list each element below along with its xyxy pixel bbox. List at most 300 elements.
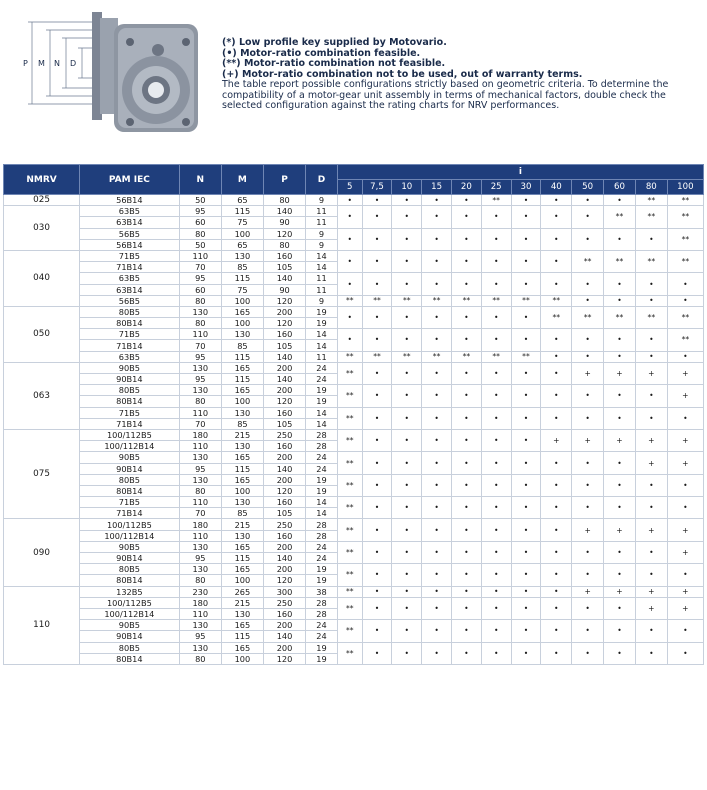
n-cell: 110 xyxy=(179,407,221,418)
table-row xyxy=(4,642,704,653)
ratio-symbol-cell: • xyxy=(541,228,572,250)
ratio-header: 10 xyxy=(392,180,422,195)
dim-label-p: P xyxy=(23,59,28,68)
pam-iec-cell: 80B5 xyxy=(80,642,180,653)
p-cell: 105 xyxy=(263,262,305,273)
n-cell: 95 xyxy=(179,273,221,284)
pam-iec-cell: 90B14 xyxy=(80,553,180,564)
d-cell: 28 xyxy=(306,429,338,440)
ratio-symbol-cell: • xyxy=(481,474,511,496)
ratio-symbol-cell: • xyxy=(572,620,604,642)
pam-iec-cell: 90B14 xyxy=(80,463,180,474)
ratio-symbol-cell: • xyxy=(451,362,481,384)
ratio-symbol-cell: • xyxy=(481,206,511,228)
pam-iec-cell: 71B14 xyxy=(80,340,180,351)
pam-iec-cell: 80B14 xyxy=(80,396,180,407)
ratio-symbol-cell: • xyxy=(451,385,481,407)
table-row xyxy=(4,362,704,373)
pam-iec-cell: 90B14 xyxy=(80,374,180,385)
ratio-symbol-cell: • xyxy=(362,195,392,206)
table-row xyxy=(4,452,704,463)
m-cell: 165 xyxy=(221,564,263,575)
table-row xyxy=(4,206,704,217)
m-cell: 115 xyxy=(221,374,263,385)
ratio-symbol-cell: + xyxy=(667,429,703,451)
d-cell: 11 xyxy=(306,217,338,228)
table-row xyxy=(4,429,704,440)
ratio-symbol-cell: • xyxy=(422,250,452,272)
ratio-symbol-cell: ** xyxy=(667,329,703,351)
d-cell: 24 xyxy=(306,620,338,631)
ratio-symbol-cell: ** xyxy=(635,250,667,272)
ratio-symbol-cell: • xyxy=(362,564,392,586)
ratio-symbol-cell: + xyxy=(667,519,703,541)
p-cell: 200 xyxy=(263,362,305,373)
ratio-symbol-cell: ** xyxy=(337,295,362,306)
ratio-symbol-cell: • xyxy=(572,474,604,496)
n-cell: 70 xyxy=(179,340,221,351)
p-cell: 200 xyxy=(263,564,305,575)
d-cell: 14 xyxy=(306,262,338,273)
ratio-symbol-cell: • xyxy=(422,195,452,206)
ratio-symbol-cell: • xyxy=(541,497,572,519)
ratio-symbol-cell: + xyxy=(635,586,667,597)
ratio-symbol-cell: • xyxy=(392,362,422,384)
ratio-symbol-cell: ** xyxy=(392,351,422,362)
ratio-symbol-cell: • xyxy=(362,541,392,563)
n-cell: 110 xyxy=(179,441,221,452)
m-cell: 165 xyxy=(221,541,263,552)
ratio-symbol-cell: ** xyxy=(541,295,572,306)
ratio-symbol-cell: • xyxy=(422,206,452,228)
ratio-symbol-cell: • xyxy=(362,273,392,295)
p-cell: 200 xyxy=(263,474,305,485)
ratio-symbol-cell: • xyxy=(337,273,362,295)
ratio-symbol-cell: ** xyxy=(667,306,703,328)
nmrv-size: 075 xyxy=(4,429,80,519)
ratio-symbol-cell: • xyxy=(392,620,422,642)
ratio-symbol-cell: ** xyxy=(481,351,511,362)
table-body xyxy=(4,195,704,665)
ratio-symbol-cell: • xyxy=(362,597,392,619)
ratio-symbol-cell: + xyxy=(635,362,667,384)
d-cell: 24 xyxy=(306,631,338,642)
n-cell: 95 xyxy=(179,351,221,362)
m-cell: 165 xyxy=(221,385,263,396)
ratio-symbol-cell: • xyxy=(481,306,511,328)
p-cell: 105 xyxy=(263,340,305,351)
ratio-header: 50 xyxy=(572,180,604,195)
dim-label-d: D xyxy=(70,59,77,68)
ratio-symbol-cell: • xyxy=(362,642,392,664)
n-cell: 110 xyxy=(179,530,221,541)
ratio-symbol-cell: • xyxy=(635,228,667,250)
m-cell: 215 xyxy=(221,597,263,608)
m-cell: 130 xyxy=(221,407,263,418)
p-cell: 250 xyxy=(263,429,305,440)
ratio-symbol-cell: • xyxy=(541,564,572,586)
d-cell: 28 xyxy=(306,519,338,530)
n-cell: 180 xyxy=(179,429,221,440)
ratio-symbol-cell: • xyxy=(451,474,481,496)
ratio-symbol-cell: • xyxy=(635,642,667,664)
ratio-symbol-cell: ** xyxy=(337,497,362,519)
legend-text: Low profile key supplied by Motovario. xyxy=(238,37,447,48)
legend-text: Motor-ratio combination not to be used, out of warranty terms. xyxy=(241,68,583,80)
p-cell: 80 xyxy=(263,195,305,206)
ratio-symbol-cell: • xyxy=(635,295,667,306)
table-row xyxy=(4,385,704,396)
ratio-symbol-cell: ** xyxy=(604,206,636,228)
ratio-symbol-cell: • xyxy=(572,564,604,586)
ratio-symbol-cell: + xyxy=(667,362,703,384)
ratio-symbol-cell: + xyxy=(604,586,636,597)
d-cell: 11 xyxy=(306,206,338,217)
n-cell: 130 xyxy=(179,474,221,485)
m-cell: 130 xyxy=(221,497,263,508)
m-cell: 130 xyxy=(221,608,263,619)
m-cell: 115 xyxy=(221,351,263,362)
ratio-symbol-cell: • xyxy=(337,206,362,228)
ratio-symbol-cell: ** xyxy=(337,407,362,429)
d-cell: 9 xyxy=(306,228,338,239)
d-cell: 24 xyxy=(306,553,338,564)
ratio-symbol-cell: • xyxy=(422,329,452,351)
p-cell: 90 xyxy=(263,217,305,228)
pam-iec-cell: 71B14 xyxy=(80,418,180,429)
ratio-symbol-cell: • xyxy=(362,250,392,272)
p-cell: 250 xyxy=(263,597,305,608)
ratio-symbol-cell: • xyxy=(635,474,667,496)
p-cell: 250 xyxy=(263,519,305,530)
d-cell: 14 xyxy=(306,250,338,261)
p-cell: 160 xyxy=(263,329,305,340)
ratio-symbol-cell: • xyxy=(541,206,572,228)
m-cell: 85 xyxy=(221,508,263,519)
pam-iec-cell: 56B5 xyxy=(80,228,180,239)
d-cell: 24 xyxy=(306,374,338,385)
ratio-symbol-cell: • xyxy=(392,228,422,250)
ratio-symbol-cell: • xyxy=(667,642,703,664)
ratio-symbol-cell: • xyxy=(572,195,604,206)
ratio-symbol-cell: • xyxy=(362,385,392,407)
n-cell: 60 xyxy=(179,284,221,295)
ratio-symbol-cell: • xyxy=(635,351,667,362)
ratio-symbol-cell: • xyxy=(572,295,604,306)
n-cell: 80 xyxy=(179,228,221,239)
pam-iec-cell: 56B14 xyxy=(80,239,180,250)
ratio-symbol-cell: • xyxy=(422,564,452,586)
header-nmrv: NMRV xyxy=(4,165,80,195)
d-cell: 19 xyxy=(306,474,338,485)
ratio-symbol-cell: • xyxy=(481,541,511,563)
ratio-symbol-cell: • xyxy=(451,541,481,563)
ratio-symbol-cell: • xyxy=(392,206,422,228)
header-p: P xyxy=(263,165,305,195)
m-cell: 100 xyxy=(221,653,263,664)
ratio-symbol-cell: • xyxy=(635,541,667,563)
ratio-symbol-cell: • xyxy=(392,250,422,272)
d-cell: 19 xyxy=(306,564,338,575)
ratio-symbol-cell: • xyxy=(511,273,541,295)
ratio-symbol-cell: • xyxy=(362,474,392,496)
pam-iec-cell: 80B5 xyxy=(80,306,180,317)
m-cell: 165 xyxy=(221,306,263,317)
ratio-symbol-cell: • xyxy=(511,385,541,407)
p-cell: 140 xyxy=(263,631,305,642)
d-cell: 11 xyxy=(306,273,338,284)
ratio-symbol-cell: ** xyxy=(572,250,604,272)
ratio-symbol-cell: • xyxy=(422,620,452,642)
ratio-symbol-cell: • xyxy=(392,329,422,351)
n-cell: 80 xyxy=(179,295,221,306)
p-cell: 200 xyxy=(263,620,305,631)
p-cell: 300 xyxy=(263,586,305,597)
ratio-symbol-cell: • xyxy=(362,407,392,429)
n-cell: 130 xyxy=(179,452,221,463)
ratio-symbol-cell: + xyxy=(635,519,667,541)
d-cell: 19 xyxy=(306,318,338,329)
ratio-symbol-cell: • xyxy=(481,385,511,407)
ratio-symbol-cell: ** xyxy=(422,295,452,306)
pam-iec-cell: 63B14 xyxy=(80,284,180,295)
n-cell: 95 xyxy=(179,374,221,385)
ratio-symbol-cell: • xyxy=(392,429,422,451)
ratio-symbol-cell: + xyxy=(572,586,604,597)
ratio-symbol-cell: • xyxy=(511,452,541,474)
ratio-symbol-cell: • xyxy=(635,273,667,295)
pam-iec-cell: 100/112B5 xyxy=(80,519,180,530)
ratio-symbol-cell: • xyxy=(511,206,541,228)
n-cell: 70 xyxy=(179,262,221,273)
ratio-symbol-cell: • xyxy=(362,586,392,597)
p-cell: 80 xyxy=(263,239,305,250)
table-row xyxy=(4,228,704,239)
ratio-header: 25 xyxy=(481,180,511,195)
n-cell: 130 xyxy=(179,620,221,631)
ratio-symbol-cell: ** xyxy=(337,586,362,597)
ratio-symbol-cell: • xyxy=(541,474,572,496)
d-cell: 14 xyxy=(306,407,338,418)
m-cell: 115 xyxy=(221,273,263,284)
ratio-symbol-cell: • xyxy=(667,295,703,306)
ratio-symbol-cell: • xyxy=(667,407,703,429)
table-row xyxy=(4,195,704,206)
ratio-symbol-cell: ** xyxy=(337,429,362,451)
ratio-symbol-cell: • xyxy=(362,452,392,474)
m-cell: 100 xyxy=(221,295,263,306)
m-cell: 85 xyxy=(221,262,263,273)
ratio-symbol-cell: • xyxy=(481,407,511,429)
nmrv-size: 025 xyxy=(4,195,80,206)
ratio-symbol-cell: • xyxy=(481,519,511,541)
ratio-symbol-cell: • xyxy=(572,385,604,407)
ratio-symbol-cell: ** xyxy=(667,228,703,250)
ratio-symbol-cell: • xyxy=(572,206,604,228)
ratio-symbol-cell: • xyxy=(451,597,481,619)
table-row xyxy=(4,329,704,340)
ratio-symbol-cell: • xyxy=(422,519,452,541)
pam-iec-cell: 100/112B14 xyxy=(80,530,180,541)
ratio-symbol-cell: • xyxy=(604,620,636,642)
ratio-symbol-cell: + xyxy=(604,429,636,451)
d-cell: 14 xyxy=(306,329,338,340)
ratio-symbol-cell: ** xyxy=(541,306,572,328)
pam-iec-cell: 90B14 xyxy=(80,631,180,642)
p-cell: 160 xyxy=(263,250,305,261)
ratio-symbol-cell: • xyxy=(541,541,572,563)
pam-iec-cell: 63B5 xyxy=(80,351,180,362)
header-pam-iec: PAM IEC xyxy=(80,165,180,195)
p-cell: 200 xyxy=(263,541,305,552)
n-cell: 80 xyxy=(179,575,221,586)
ratio-symbol-cell: • xyxy=(511,564,541,586)
n-cell: 130 xyxy=(179,564,221,575)
ratio-symbol-cell: • xyxy=(572,273,604,295)
ratio-symbol-cell: • xyxy=(481,497,511,519)
d-cell: 19 xyxy=(306,306,338,317)
m-cell: 165 xyxy=(221,474,263,485)
ratio-symbol-cell: • xyxy=(392,407,422,429)
d-cell: 28 xyxy=(306,608,338,619)
ratio-symbol-cell: • xyxy=(541,597,572,619)
ratio-symbol-cell: ** xyxy=(604,250,636,272)
ratio-symbol-cell: • xyxy=(392,452,422,474)
ratio-symbol-cell: + xyxy=(667,597,703,619)
ratio-symbol-cell: ** xyxy=(511,351,541,362)
ratio-header: 30 xyxy=(511,180,541,195)
ratio-symbol-cell: • xyxy=(422,385,452,407)
ratio-symbol-cell: • xyxy=(572,642,604,664)
ratio-symbol-cell: • xyxy=(511,586,541,597)
m-cell: 265 xyxy=(221,586,263,597)
pam-iec-cell: 80B5 xyxy=(80,474,180,485)
ratio-symbol-cell: • xyxy=(604,497,636,519)
ratio-symbol-cell: • xyxy=(422,362,452,384)
ratio-symbol-cell: • xyxy=(511,497,541,519)
ratio-symbol-cell: • xyxy=(572,541,604,563)
p-cell: 120 xyxy=(263,653,305,664)
n-cell: 230 xyxy=(179,586,221,597)
ratio-symbol-cell: • xyxy=(511,306,541,328)
pam-iec-cell: 56B5 xyxy=(80,295,180,306)
ratio-symbol-cell: • xyxy=(572,228,604,250)
n-cell: 80 xyxy=(179,653,221,664)
pam-iec-cell: 71B5 xyxy=(80,250,180,261)
ratio-symbol-cell: ** xyxy=(511,295,541,306)
table-row xyxy=(4,273,704,284)
d-cell: 19 xyxy=(306,653,338,664)
n-cell: 95 xyxy=(179,463,221,474)
ratio-symbol-cell: • xyxy=(392,306,422,328)
ratio-header: 40 xyxy=(541,180,572,195)
ratio-symbol-cell: ** xyxy=(667,206,703,228)
m-cell: 215 xyxy=(221,519,263,530)
ratio-symbol-cell: • xyxy=(362,519,392,541)
ratio-header: 20 xyxy=(451,180,481,195)
ratio-symbol-cell: ** xyxy=(635,206,667,228)
d-cell: 19 xyxy=(306,575,338,586)
ratio-symbol-cell: • xyxy=(511,250,541,272)
p-cell: 105 xyxy=(263,508,305,519)
m-cell: 115 xyxy=(221,206,263,217)
ratio-symbol-cell: • xyxy=(635,497,667,519)
m-cell: 100 xyxy=(221,318,263,329)
ratio-symbol-cell: + xyxy=(667,586,703,597)
ratio-symbol-cell: + xyxy=(572,429,604,451)
ratio-symbol-cell: • xyxy=(451,228,481,250)
ratio-symbol-cell: ** xyxy=(337,564,362,586)
nmrv-size: 110 xyxy=(4,586,80,664)
ratio-symbol-cell: + xyxy=(635,597,667,619)
nmrv-size: 050 xyxy=(4,306,80,362)
ratio-symbol-cell: • xyxy=(392,195,422,206)
ratio-header: 15 xyxy=(422,180,452,195)
table-row xyxy=(4,250,704,261)
ratio-symbol-cell: • xyxy=(511,329,541,351)
pam-iec-cell: 132B5 xyxy=(80,586,180,597)
ratio-symbol-cell: • xyxy=(362,329,392,351)
p-cell: 120 xyxy=(263,318,305,329)
ratio-symbol-cell: + xyxy=(635,452,667,474)
legend-note: The table report possible configurations strictly based on geometric criteria. To determine the compatibility of a motor-gear unit assembly in terms of mechanical factors, double check the selected configuration against the rating charts for NRV performances. xyxy=(222,79,669,111)
ratio-symbol-cell: ** xyxy=(392,295,422,306)
ratio-symbol-cell: • xyxy=(541,351,572,362)
ratio-symbol-cell: ** xyxy=(451,295,481,306)
d-cell: 24 xyxy=(306,541,338,552)
ratio-symbol-cell: • xyxy=(392,642,422,664)
m-cell: 115 xyxy=(221,553,263,564)
ratio-symbol-cell: ** xyxy=(362,295,392,306)
m-cell: 85 xyxy=(221,340,263,351)
p-cell: 140 xyxy=(263,273,305,284)
ratio-symbol-cell: • xyxy=(511,541,541,563)
ratio-symbol-cell: • xyxy=(392,597,422,619)
legend-text: Motor-ratio combination feasible. xyxy=(240,47,421,59)
p-cell: 140 xyxy=(263,351,305,362)
ratio-symbol-cell: • xyxy=(481,362,511,384)
m-cell: 165 xyxy=(221,642,263,653)
ratio-symbol-cell: • xyxy=(422,597,452,619)
ratio-symbol-cell: • xyxy=(667,497,703,519)
ratio-symbol-cell: • xyxy=(541,519,572,541)
ratio-symbol-cell: • xyxy=(481,329,511,351)
p-cell: 160 xyxy=(263,441,305,452)
ratio-symbol-cell: ** xyxy=(667,250,703,272)
pam-iec-cell: 80B14 xyxy=(80,575,180,586)
ratio-symbol-cell: • xyxy=(422,429,452,451)
pam-iec-cell: 71B5 xyxy=(80,497,180,508)
ratio-symbol-cell: • xyxy=(451,206,481,228)
dim-label-m: M xyxy=(38,59,45,68)
m-cell: 115 xyxy=(221,463,263,474)
ratio-symbol-cell: • xyxy=(362,228,392,250)
ratio-symbol-cell: • xyxy=(541,620,572,642)
nmrv-size: 030 xyxy=(4,206,80,251)
m-cell: 165 xyxy=(221,362,263,373)
ratio-symbol-cell: ** xyxy=(635,195,667,206)
ratio-symbol-cell: • xyxy=(451,620,481,642)
ratio-symbol-cell: • xyxy=(541,329,572,351)
p-cell: 140 xyxy=(263,206,305,217)
table-row xyxy=(4,351,704,362)
ratio-symbol-cell: • xyxy=(604,407,636,429)
ratio-symbol-cell: + xyxy=(635,429,667,451)
ratio-symbol-cell: • xyxy=(362,497,392,519)
ratio-symbol-cell: • xyxy=(392,586,422,597)
ratio-symbol-cell: • xyxy=(604,385,636,407)
ratio-symbol-cell: • xyxy=(422,642,452,664)
